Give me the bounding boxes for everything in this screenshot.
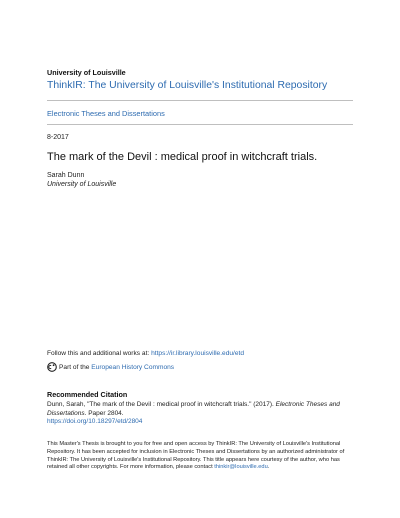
follow-prefix: Follow this and additional works at: bbox=[47, 350, 152, 357]
part-of-line bbox=[47, 362, 174, 372]
follow-line bbox=[47, 350, 244, 357]
citation-before: Dunn, Sarah, "The mark of the Devil : medical proof in witchcraft trials." (2017). bbox=[47, 401, 276, 408]
citation-text bbox=[47, 401, 353, 427]
author-name: Sarah Dunn bbox=[47, 172, 85, 179]
creative-commons-icon bbox=[47, 362, 57, 372]
institution-name: University of Louisville bbox=[47, 68, 126, 77]
notice-text: This Master's Thesis is brought to you for free and open access by ThinkIR: The University of Louisville's Institutional Repository. It has been accepted for inclusion in Electronic Theses and Dissertations by an authorized administrator of ThinkIR: The University of Louisville's Institutional Repository. This title appears here courtesy of the author, who has retained all other copyrights. For more information, please contact bbox=[47, 441, 345, 471]
citation-heading: Recommended Citation bbox=[47, 390, 128, 399]
citation-after: . Paper 2804. bbox=[84, 409, 124, 417]
author-affiliation: University of Louisville bbox=[47, 181, 117, 188]
rights-notice bbox=[47, 441, 357, 472]
document-title: The mark of the Devil : medical proof in witchcraft trials. bbox=[47, 151, 318, 163]
follow-link[interactable]: https://ir.library.louisville.edu/etd bbox=[151, 350, 245, 357]
discipline-link[interactable]: European History Commons bbox=[91, 363, 175, 371]
repository-link[interactable]: ThinkIR: The University of Louisville's Institutional Repository bbox=[47, 80, 328, 91]
publication-date: 8-2017 bbox=[47, 134, 69, 141]
part-of-prefix: Part of the bbox=[59, 363, 90, 371]
divider bbox=[47, 100, 353, 101]
citation-journal: Electronic Theses and Dissertations bbox=[47, 401, 340, 417]
contact-email-link[interactable]: thinkir@louisville.edu bbox=[214, 464, 268, 471]
collection-link[interactable]: Electronic Theses and Dissertations bbox=[47, 109, 165, 118]
divider bbox=[47, 124, 353, 125]
doi-link[interactable]: https://doi.org/10.18297/etd/2804 bbox=[47, 418, 143, 426]
notice-suffix: . bbox=[267, 464, 270, 471]
